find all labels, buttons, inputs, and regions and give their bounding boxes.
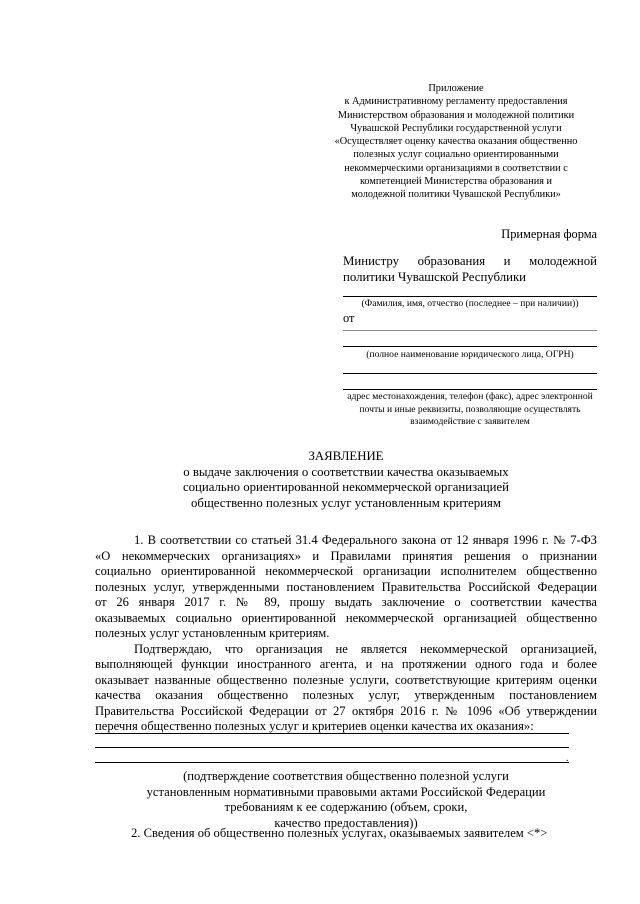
statement-subtitle-line: о выдаче заключения о соответствии качества оказываемых xyxy=(183,464,509,479)
services-caption-line: качество предоставления)) xyxy=(274,815,418,830)
form-note: Примерная форма xyxy=(501,227,597,241)
statement-body xyxy=(95,533,597,735)
fio-hint-text: (Фамилия, имя, отчество (последнее – при наличии)) xyxy=(361,298,579,309)
paragraph-1-line: полезных услуг установленным критериям. xyxy=(95,626,330,640)
statement-subtitle-line: общественно полезных услуг установленным критериям xyxy=(191,495,501,510)
paragraph-2-line: качества оказания общественно полезных услуг, утвержденным постановлением xyxy=(95,688,597,702)
addressee-line: политики Чувашской Республики xyxy=(343,270,527,284)
section-2-heading: 2. Сведения об общественно полезных услугах, оказываемых заявителем <*> xyxy=(131,826,548,840)
appendix-line: Приложение xyxy=(428,83,484,94)
paragraph-1-line: оказываемых социально ориентированной некоммерческой организацией общественно xyxy=(95,610,597,625)
applicant-fill-line xyxy=(343,330,597,331)
services-fill-line-3 xyxy=(95,762,569,763)
paragraph-2-line: Правительства Российской Федерации от 27 октября 2016 г. № 1096 «Об утверждении xyxy=(95,703,597,718)
contacts-hint-line: взаимодействие с заявителем xyxy=(410,416,530,428)
paragraph-2-line: перечня общественно полезных услуг и критериев оценки качества их оказания»: xyxy=(95,719,534,733)
paragraph-1-line: от 26 января 2017 г. № 89, прошу выдать заключение о соответствии качества xyxy=(95,595,597,609)
contacts-fill-line-1 xyxy=(343,373,597,374)
appendix-line: к Административному регламенту предоставления xyxy=(344,96,568,108)
services-caption-line: требованиям к ее содержанию (объем, сроки, xyxy=(224,800,468,814)
paragraph-1-line: социально ориентированной некоммерческой организации исполнителем общественно xyxy=(95,564,597,578)
org-hint-text: (полное наименование юридического лица, ОГРН) xyxy=(366,349,574,360)
addressee-line: Министру образования и молодежной xyxy=(343,254,597,268)
services-caption-line: (подтверждение соответствия общественно полезной услуги xyxy=(183,769,509,783)
appendix-line: компетенцией Министерства образования и xyxy=(359,176,553,188)
appendix-line: Чувашской Республики государственной услуги xyxy=(350,122,562,134)
services-caption-line: установленным нормативными правовыми актами Российской Федерации xyxy=(146,784,546,799)
paragraph-1-line: полезных услуг, утвержденными постановлением Правительства Российской Федерации xyxy=(95,579,597,594)
contacts-hint xyxy=(343,391,597,429)
services-fill-line-2 xyxy=(95,747,569,748)
paragraph-2-line: оказывает названные общественно полезные услуги, соответствующие критериям оценки xyxy=(95,672,597,687)
appendix-line: Министерством образования и молодежной политики xyxy=(337,109,575,121)
contacts-fill-line-2 xyxy=(343,389,597,390)
paragraph-1-line: 1. В соответствии со статьей 31.4 Федерального закона от 12 января 1996 г. № 7-ФЗ xyxy=(134,533,597,547)
appendix-line: «Осуществляет оценку качества оказания общественно xyxy=(334,136,578,148)
contacts-hint-line: почты и иные реквизиты, позволяющие осуществлять xyxy=(359,403,581,415)
services-fill-end-mark: . xyxy=(566,753,569,764)
org-fill-line xyxy=(343,346,597,347)
appendix-block xyxy=(315,82,597,202)
fio-hint xyxy=(343,298,597,311)
addressee-block xyxy=(343,253,597,285)
paragraph-2-line: выполняющей функции иностранного агента, и на протяжении одного года и более xyxy=(95,657,597,671)
services-caption xyxy=(95,769,597,831)
statement-heading: ЗАЯВЛЕНИЕ xyxy=(308,449,384,463)
paragraph-2-line: Подтверждаю, что организация не является некоммерческой организацией, xyxy=(134,641,597,656)
paragraph-1-line: «О некоммерческих организациях» и Правилами принятия решения о признании xyxy=(95,548,597,563)
contacts-hint-line: адрес местонахождения, телефон (факс), адрес электронной xyxy=(347,391,593,402)
fio-fill-line xyxy=(343,296,597,297)
statement-subtitle-line: социально ориентированной некоммерческой организацией xyxy=(182,480,510,494)
statement-title xyxy=(95,449,597,511)
org-hint xyxy=(343,349,597,362)
appendix-line: молодежной политики Чувашской Республики» xyxy=(351,189,561,201)
appendix-line: некоммерческими организациями в соответствии с xyxy=(344,162,568,174)
services-fill-line-1 xyxy=(95,733,569,734)
appendix-line: полезных услуг социально ориентированными xyxy=(353,149,559,161)
from-label: от xyxy=(343,311,355,325)
